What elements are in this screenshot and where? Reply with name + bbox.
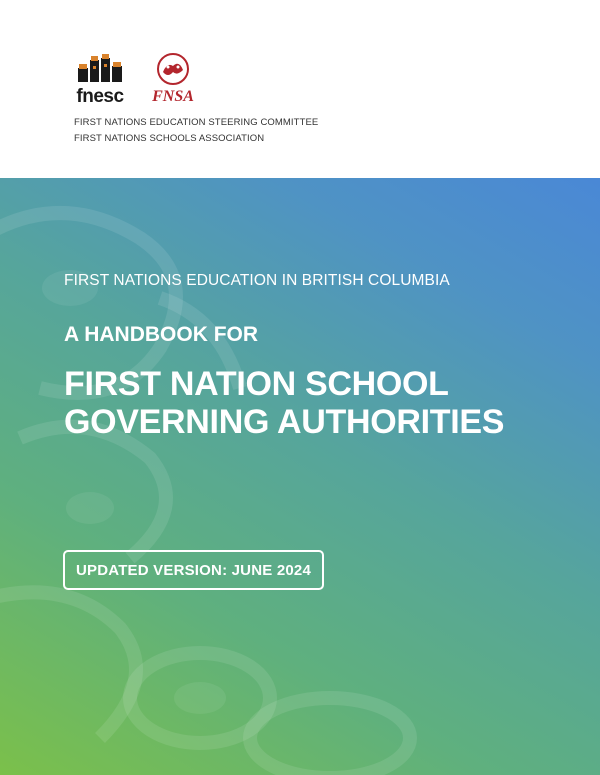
subtitle: A HANDBOOK FOR (64, 323, 259, 346)
fnesc-logo-text: fnesc (76, 86, 124, 107)
header (0, 0, 600, 178)
org-name-fnsa: FIRST NATIONS SCHOOLS ASSOCIATION (74, 133, 265, 144)
eyebrow-text: FIRST NATIONS EDUCATION IN BRITISH COLUMBIA (64, 272, 450, 289)
fnsa-logo (147, 52, 199, 110)
title-line-2: GOVERNING AUTHORITIES (64, 403, 505, 441)
fnesc-logo (72, 54, 128, 110)
version-badge: UPDATED VERSION: JUNE 2024 (63, 550, 324, 590)
formline-pattern (0, 178, 600, 775)
fnsa-logo-text: FNSA (152, 88, 194, 105)
title-line-1: FIRST NATION SCHOOL (64, 365, 449, 403)
fnsa-emblem-icon (153, 52, 193, 88)
cover-panel (0, 178, 600, 775)
document-title (64, 365, 544, 441)
org-name-fnesc: FIRST NATIONS EDUCATION STEERING COMMITTEE (74, 117, 319, 128)
totem-figures-icon (76, 54, 124, 84)
